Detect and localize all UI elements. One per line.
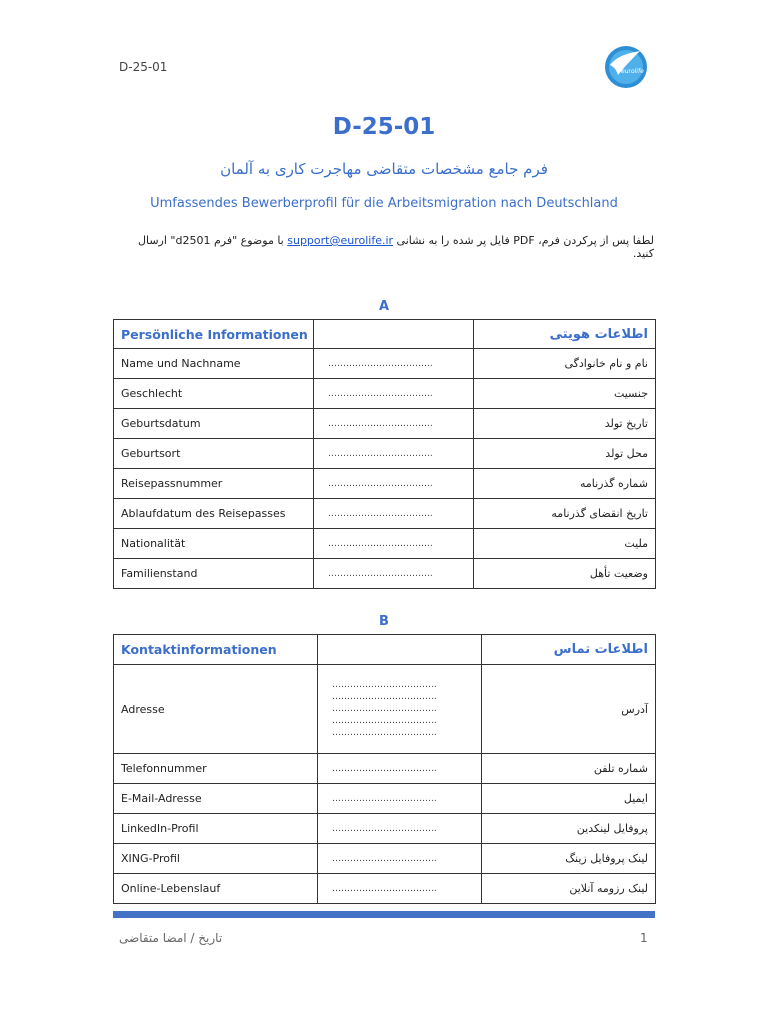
field-label-de: Adresse [114,665,318,754]
table-row [114,529,656,559]
field-label-fa: تاریخ انقضای گذرنامه [474,499,656,529]
contact-info-table [113,634,656,904]
table-row [114,409,656,439]
field-label-fa: ایمیل [482,784,656,814]
header-empty-cell [314,320,474,349]
birth-date-input-field[interactable]: …………………………….. [314,409,474,439]
address-line: …………………………….. [332,716,437,726]
birth-place-input-field[interactable]: …………………………….. [314,439,474,469]
eurolife-logo [604,45,648,89]
online-cv-input-field[interactable]: …………………………….. [318,874,482,904]
header-empty-cell [318,635,482,665]
table-row [114,499,656,529]
field-label-de: Name und Nachname [114,349,314,379]
applicant-signature-label: تاریخ / امضا متقاضی [119,931,223,945]
table-row [114,814,656,844]
address-line: …………………………….. [332,680,437,690]
field-label-fa: وضعیت تأهل [474,559,656,589]
linkedin-input-field[interactable]: …………………………….. [318,814,482,844]
field-label-de: Familienstand [114,559,314,589]
table-row [114,784,656,814]
field-label-fa: شماره تلفن [482,754,656,784]
field-label-fa: تاریخ تولد [474,409,656,439]
table-row [114,665,656,754]
contact-info-header-fa: اطلاعات تماس [482,635,656,665]
table-row [114,754,656,784]
field-label-de: Telefonnummer [114,754,318,784]
instruction-text-after: با موضوع "فرم d2501" ارسال کنید. [138,234,654,260]
field-label-de: Online-Lebenslauf [114,874,318,904]
field-label-de: Reisepassnummer [114,469,314,499]
marital-status-input-field[interactable]: …………………………….. [314,559,474,589]
table-row [114,349,656,379]
address-line: …………………………….. [332,728,437,738]
field-label-fa: پروفایل لینکدین [482,814,656,844]
form-title-persian: فرم جامع مشخصات متقاضی مهاجرت کاری به آلمان [220,160,548,178]
table-row [114,844,656,874]
xing-input-field[interactable]: …………………………….. [318,844,482,874]
table-row [114,874,656,904]
field-label-fa: آدرس [482,665,656,754]
footer-divider-bar [113,911,655,918]
support-email-link[interactable]: support@eurolife.ir [287,234,394,247]
contact-info-header-de: Kontaktinformationen [114,635,318,665]
address-line: …………………………….. [332,704,437,714]
table-header-row [114,635,656,665]
personal-info-header-fa: اطلاعات هویتی [474,320,656,349]
personal-info-table [113,319,656,589]
email-input-field[interactable]: …………………………….. [318,784,482,814]
field-label-de: Geschlecht [114,379,314,409]
field-label-fa: جنسیت [474,379,656,409]
field-label-de: LinkedIn-Profil [114,814,318,844]
table-row [114,469,656,499]
field-label-de: XING-Profil [114,844,318,874]
form-title: D-25-01 [332,114,436,140]
submission-instruction [120,234,654,260]
table-row [114,559,656,589]
address-line: …………………………….. [332,692,437,702]
svg-text:eurolife: eurolife [621,68,644,75]
field-label-fa: ملیت [474,529,656,559]
address-input-field[interactable] [318,665,482,754]
document-code: D-25-01 [119,60,168,74]
table-row [114,439,656,469]
table-row [114,379,656,409]
form-title-german: Umfassendes Bewerberprofil für die Arbeitsmigration nach Deutschland [150,196,618,211]
instruction-text-before: لطفا پس از پرکردن فرم، PDF فایل پر شده را به نشانی [393,234,654,247]
section-a-label: A [378,299,390,314]
field-label-fa: لینک پروفایل زینگ [482,844,656,874]
nationality-input-field[interactable]: …………………………….. [314,529,474,559]
gender-input-field[interactable]: …………………………….. [314,379,474,409]
field-label-fa: نام و نام خانوادگی [474,349,656,379]
field-label-fa: لینک رزومه آنلاین [482,874,656,904]
field-label-de: E-Mail-Adresse [114,784,318,814]
field-label-de: Nationalität [114,529,314,559]
field-label-de: Geburtsdatum [114,409,314,439]
table-header-row [114,320,656,349]
passport-number-input-field[interactable]: …………………………….. [314,469,474,499]
page-number: 1 [640,931,648,945]
section-b-label: B [379,614,389,629]
field-label-de: Ablaufdatum des Reisepasses [114,499,314,529]
phone-input-field[interactable]: …………………………….. [318,754,482,784]
field-label-de: Geburtsort [114,439,314,469]
field-label-fa: محل تولد [474,439,656,469]
name-input-field[interactable]: …………………………….. [314,349,474,379]
passport-expiry-input-field[interactable]: …………………………….. [314,499,474,529]
field-label-fa: شماره گذرنامه [474,469,656,499]
personal-info-header-de: Persönliche Informationen [114,320,314,349]
